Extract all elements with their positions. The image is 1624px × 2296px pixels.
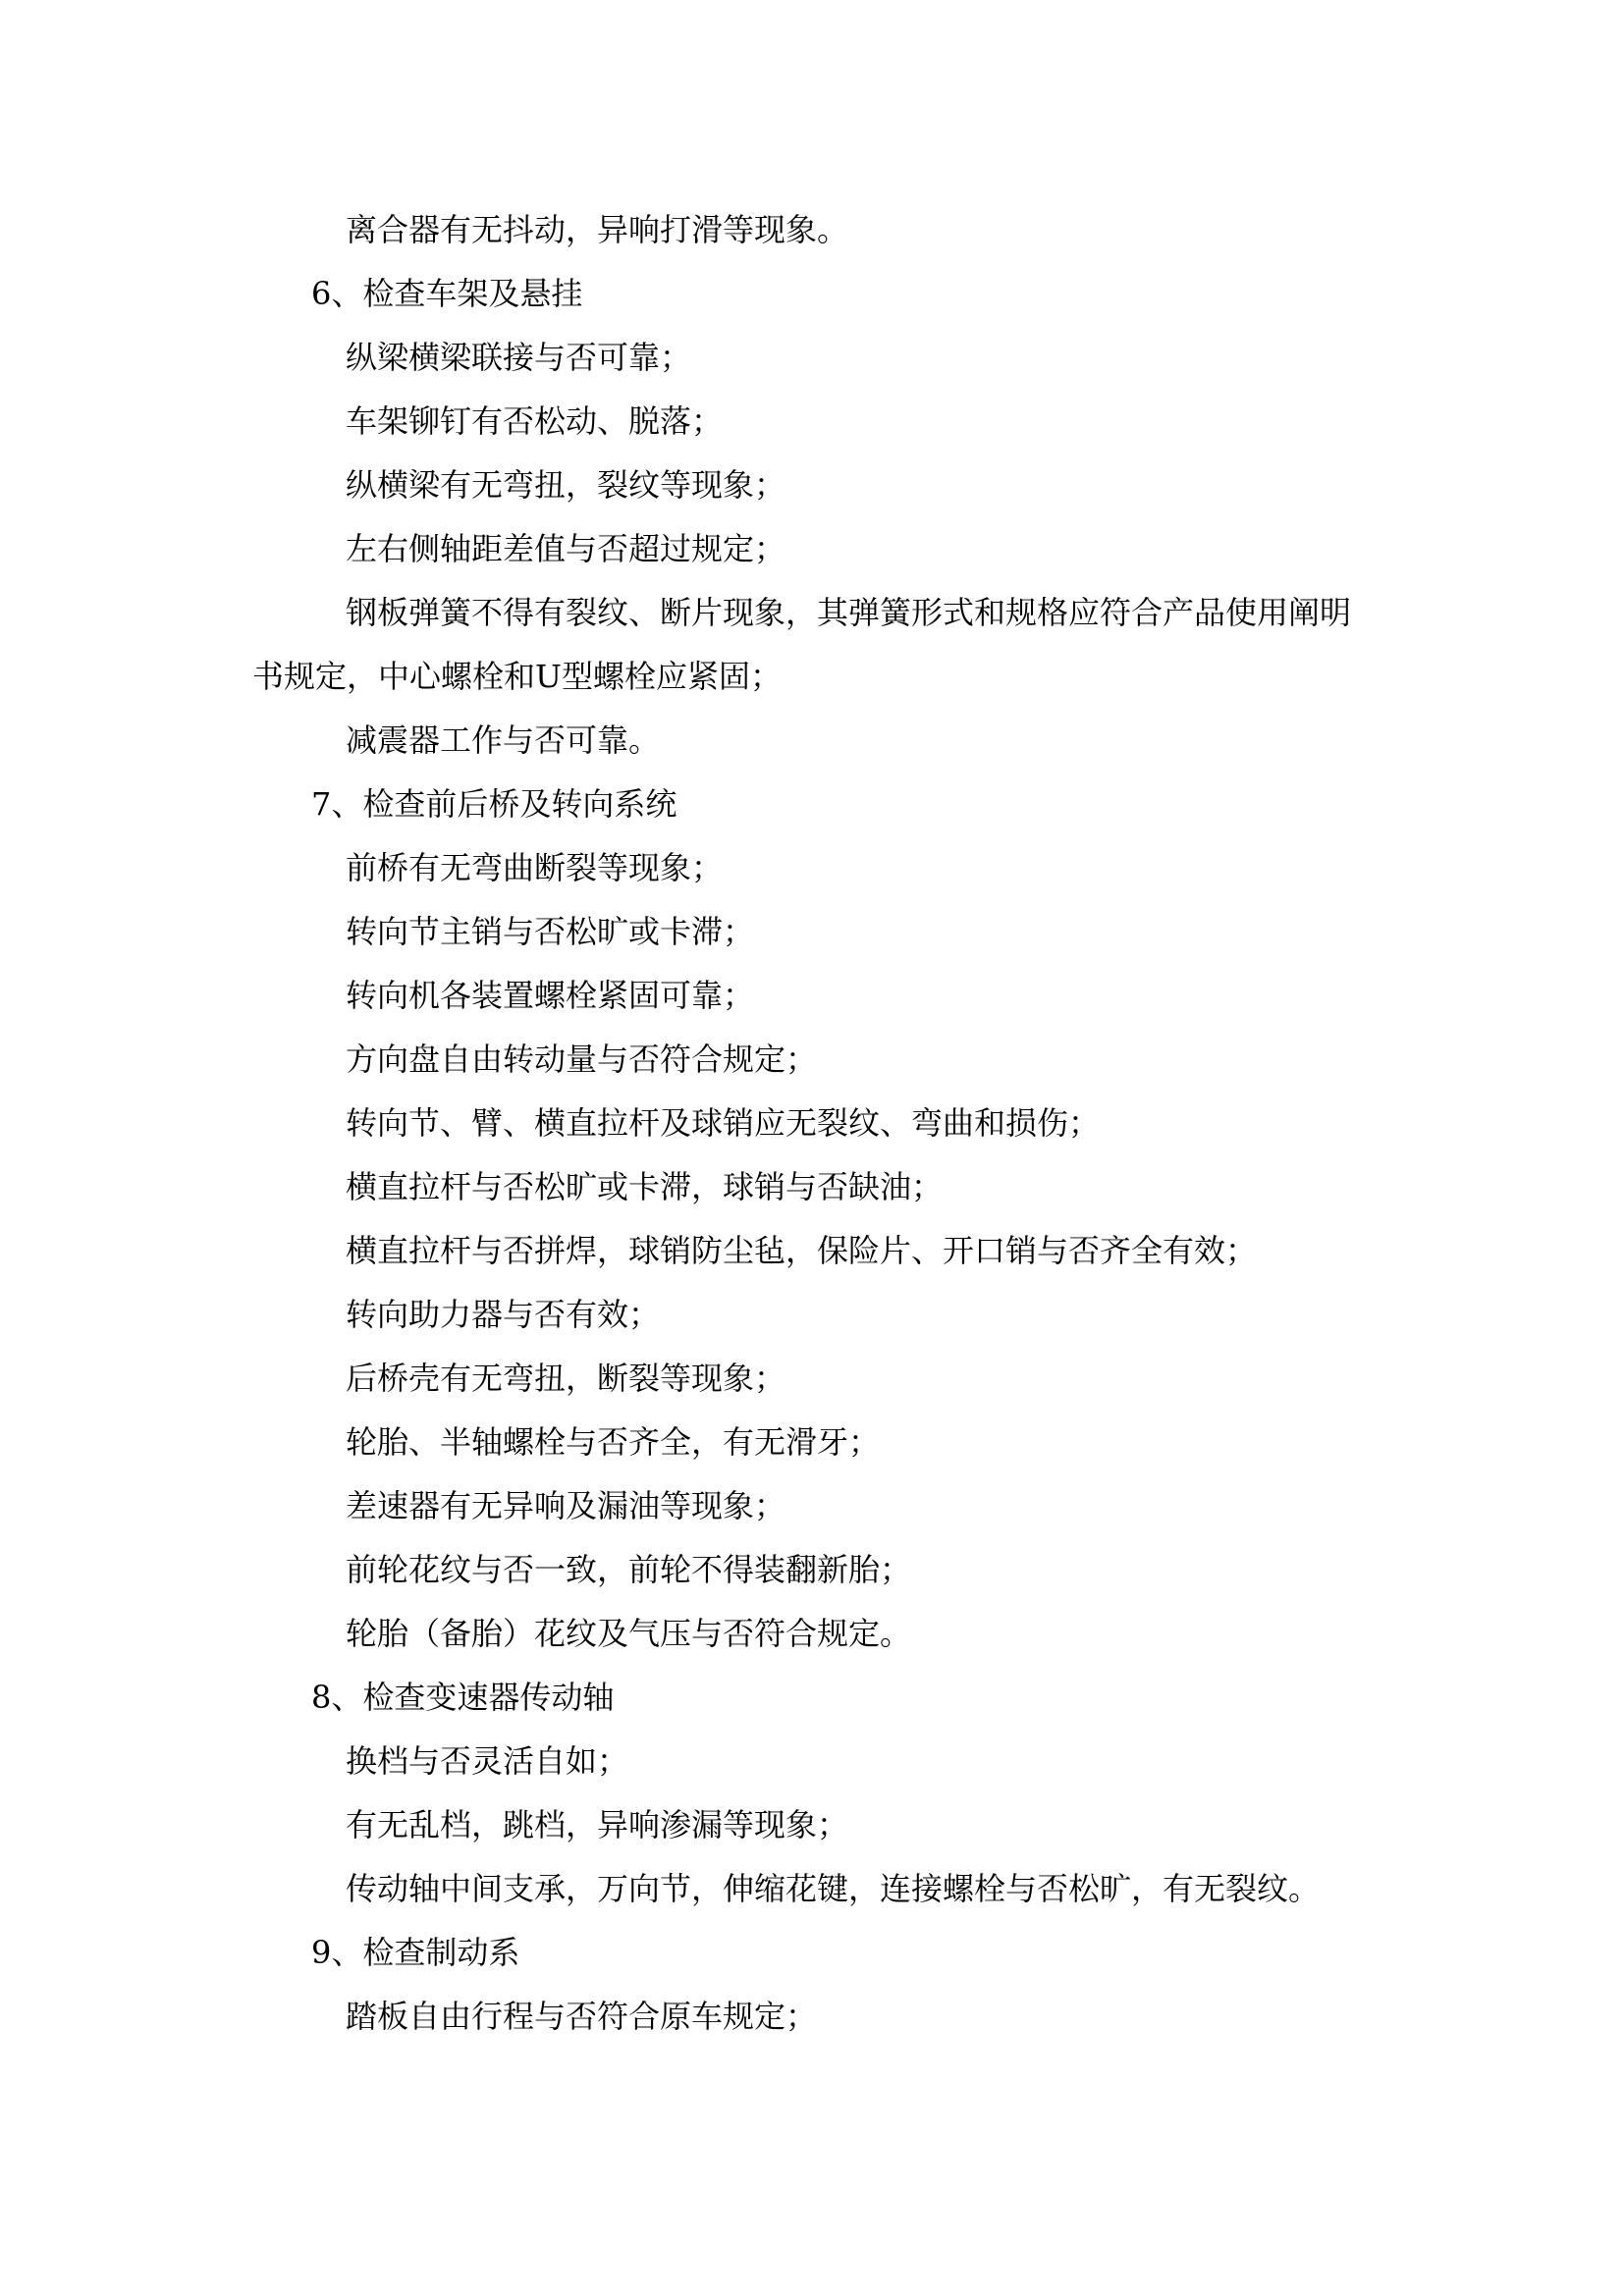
transmission-item-2: 有无乱档，跳档，异响渗漏等现象； (346, 1806, 849, 1843)
section-7-heading: 7、检查前后桥及转向系统 (311, 785, 677, 823)
axle-item-1: 前桥有无弯曲断裂等现象； (346, 849, 724, 886)
axle-item-10: 轮胎、半轴螺栓与否齐全，有无滑牙； (346, 1423, 881, 1461)
axle-item-9: 后桥壳有无弯扭，断裂等现象； (346, 1360, 786, 1397)
frame-item-5-continuation: 书规定，中心螺栓和U型螺栓应紧固； (252, 658, 782, 695)
axle-item-4: 方向盘自由转动量与否符合规定； (346, 1041, 818, 1078)
clutch-check-line: 离合器有无抖动，异响打滑等现象。 (346, 211, 849, 248)
axle-item-2: 转向节主销与否松旷或卡滞； (346, 913, 755, 950)
brake-item-1: 踏板自由行程与否符合原车规定； (346, 1998, 818, 2035)
axle-item-5: 转向节、臂、横直拉杆及球销应无裂纹、弯曲和损伤； (346, 1104, 1101, 1142)
axle-item-12: 前轮花纹与否一致，前轮不得装翻新胎； (346, 1551, 912, 1588)
frame-item-3: 纵横梁有无弯扭，裂纹等现象； (346, 466, 786, 504)
axle-item-3: 转向机各装置螺栓紧固可靠； (346, 977, 755, 1014)
frame-item-2: 车架铆钉有否松动、脱落； (346, 402, 724, 440)
section-9-heading: 9、检查制动系 (311, 1934, 520, 1971)
frame-item-4: 左右侧轴距差值与否超过规定； (346, 530, 786, 567)
frame-item-6: 减震器工作与否可靠。 (346, 721, 661, 759)
frame-item-1: 纵梁横梁联接与否可靠； (346, 339, 692, 376)
section-8-heading: 8、检查变速器传动轴 (311, 1679, 615, 1716)
axle-item-7: 横直拉杆与否拼焊，球销防尘毡，保险片、开口销与否齐全有效； (346, 1232, 1258, 1269)
document-body (252, 198, 1391, 2049)
transmission-item-3: 传动轴中间支承，万向节，伸缩花键，连接螺栓与否松旷，有无裂纹。 (346, 1870, 1321, 1907)
transmission-item-1: 换档与否灵活自如； (346, 1742, 629, 1780)
section-6-heading: 6、检查车架及悬挂 (311, 275, 583, 312)
axle-item-11: 差速器有无异响及漏油等现象； (346, 1487, 786, 1524)
axle-item-13: 轮胎（备胎）花纹及气压与否符合规定。 (346, 1615, 912, 1652)
axle-item-6: 横直拉杆与否松旷或卡滞，球销与否缺油； (346, 1168, 944, 1205)
frame-item-5: 钢板弹簧不得有裂纹、断片现象，其弹簧形式和规格应符合产品使用阐明 (346, 594, 1352, 631)
axle-item-8: 转向助力器与否有效； (346, 1296, 661, 1333)
